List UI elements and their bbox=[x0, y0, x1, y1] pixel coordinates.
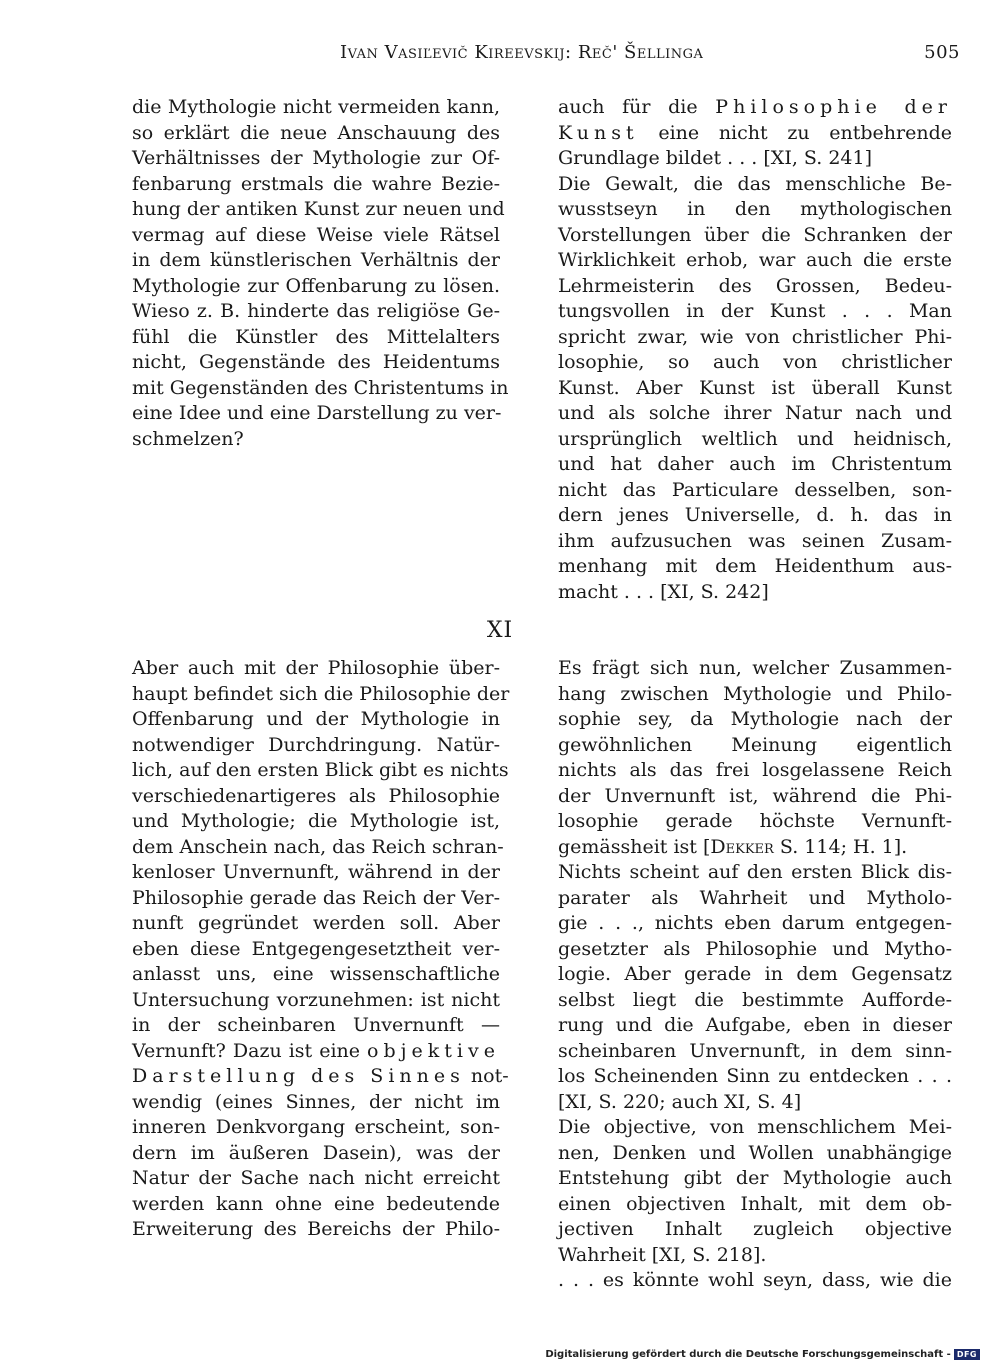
text-line: die Mythologie nicht vermeiden kann, bbox=[132, 96, 500, 118]
text-line: nicht das Particulare desselben, son- bbox=[558, 478, 952, 501]
text-line: dern im äußeren Dasein), was der bbox=[132, 1141, 500, 1164]
text-line bbox=[132, 1039, 500, 1065]
text-line: dern jenes Universelle, d. h. das in bbox=[558, 504, 952, 526]
text-line: Grundlage bildet . . . [XI, S. 241] bbox=[558, 147, 873, 169]
text-line: hang zwischen Mythologie und Philo- bbox=[558, 682, 952, 705]
text-line: in der scheinbaren Unvernunft — bbox=[132, 1014, 500, 1036]
text-line: wusstseyn in den mythologischen bbox=[558, 198, 952, 220]
left-column-bottom bbox=[132, 656, 510, 1243]
text-line: macht . . . [XI, S. 242] bbox=[558, 580, 769, 603]
text-line: nicht, Gegenstände des Heidentums bbox=[132, 351, 500, 373]
page-number: 505 bbox=[924, 42, 960, 63]
running-header bbox=[340, 42, 960, 72]
text-line: los Scheinenden Sinn zu entdecken . . . bbox=[558, 1065, 952, 1087]
text-line: ursprünglich weltlich und heidnisch, bbox=[558, 427, 952, 450]
text-line: und hat daher auch im Christentum bbox=[558, 453, 952, 475]
text-line bbox=[558, 121, 952, 147]
text-line: in dem künstlerischen Verhältnis der bbox=[132, 249, 500, 271]
text-line: Wieso z. B. hinderte das religiöse Ge- bbox=[132, 300, 500, 322]
text-line: selbst liegt die bestimmte Aufforde- bbox=[558, 988, 952, 1011]
text-run: gemässheit ist [ bbox=[558, 835, 711, 858]
text-line: gie . . ., nichts eben darum entgegen- bbox=[558, 912, 952, 934]
text-line: Vorstellungen über die Schranken der bbox=[558, 223, 952, 246]
text-line: nunft gegründet werden soll. Aber bbox=[132, 912, 500, 934]
text-line: fenbarung erstmals die wahre Bezie- bbox=[132, 172, 500, 195]
text-line: haupt befindet sich die Philosophie der bbox=[132, 682, 510, 705]
section-heading: XI bbox=[486, 618, 514, 643]
text-line: tungsvollen in der Kunst . . . Man bbox=[558, 300, 952, 322]
text-line: Verhältnisses der Mythologie zur Of- bbox=[132, 147, 500, 169]
text-line: rung und die Aufgabe, eben in dieser bbox=[558, 1014, 952, 1036]
text-line: [XI, S. 220; auch XI, S. 4] bbox=[558, 1090, 802, 1113]
text-line: gewöhnlichen Meinung eigentlich bbox=[558, 733, 952, 756]
right-column-top bbox=[558, 95, 952, 605]
text-line: dem Anschein nach, das Reich schran- bbox=[132, 835, 504, 858]
funding-footer bbox=[545, 1349, 980, 1360]
text-line: und als solche ihrer Natur nach und bbox=[558, 402, 952, 424]
text-line: Offenbarung und der Mythologie in bbox=[132, 708, 500, 730]
text-line: sophie sey, da Mythologie nach der bbox=[558, 708, 952, 730]
text-line: werden kann ohne eine bedeutende bbox=[132, 1192, 500, 1215]
text-line bbox=[558, 835, 952, 861]
text-run: Vernunft? Dazu ist eine bbox=[132, 1039, 368, 1062]
text-line: losophie gerade höchste Vernunft- bbox=[558, 810, 952, 832]
text-line: Untersuchung vorzunehmen: ist nicht bbox=[132, 988, 500, 1011]
text-line bbox=[558, 95, 952, 121]
footer-text: Digitalisierung gefördert durch die Deutsche Forschungsgemeinschaft - bbox=[545, 1349, 951, 1360]
spaced-text: Philosophie der bbox=[715, 96, 952, 118]
text-line: vermag auf diese Weise viele Rätsel bbox=[132, 223, 500, 246]
text-line: nen, Denken und Wollen unabhängige bbox=[558, 1141, 952, 1164]
text-run: eine nicht zu entbehrende bbox=[638, 121, 952, 144]
text-line: Es frägt sich nun, welcher Zusammen- bbox=[558, 657, 952, 679]
text-line: Nichts scheint auf den ersten Blick dis- bbox=[558, 861, 952, 883]
text-line: eben diese Entgegengesetztheit ver- bbox=[132, 937, 500, 960]
small-caps-text: Dekker bbox=[710, 835, 774, 858]
spaced-text: Darstellung des Sinnes bbox=[132, 1065, 465, 1087]
spaced-text: Kunst bbox=[558, 121, 639, 144]
text-line: menhang mit dem Heidenthum aus- bbox=[558, 555, 952, 577]
text-line: Die Gewalt, die das menschliche Be- bbox=[558, 172, 952, 195]
text-line: einen objectiven Inhalt, mit dem ob- bbox=[558, 1192, 952, 1215]
text-line: . . . es könnte wohl seyn, dass, wie die bbox=[558, 1269, 952, 1291]
text-run: auch für die bbox=[558, 96, 716, 118]
text-run: S. 114; H. 1]. bbox=[773, 835, 908, 858]
text-line: Die objective, von menschlichem Mei- bbox=[558, 1116, 952, 1138]
running-title: Ivan Vasiľevič Kireevskij: Reč' Šellinga bbox=[340, 42, 704, 63]
text-line: hung der antiken Kunst zur neuen und bbox=[132, 198, 505, 220]
dfg-logo: DFG bbox=[954, 1349, 980, 1360]
text-line: Kunst. Aber Kunst ist überall Kunst bbox=[558, 376, 952, 399]
text-line: kenloser Unvernunft, während in der bbox=[132, 861, 500, 883]
text-line: lich, auf den ersten Blick gibt es nichts bbox=[132, 759, 509, 781]
spaced-text: objektive bbox=[367, 1039, 500, 1062]
text-line: verschiedenartigeres als Philosophie bbox=[132, 784, 500, 807]
text-line: losophie, so auch von christlicher bbox=[558, 351, 952, 373]
text-line: anlasst uns, eine wissenschaftliche bbox=[132, 963, 500, 985]
right-column-bottom bbox=[558, 656, 952, 1294]
text-line: Mythologie zur Offenbarung zu lösen. bbox=[132, 274, 500, 297]
text-line: mit Gegenständen des Christentums in bbox=[132, 376, 509, 399]
text-line: scheinbaren Unvernunft, in dem sinn- bbox=[558, 1039, 952, 1062]
text-line: jectiven Inhalt zugleich objective bbox=[558, 1218, 952, 1240]
text-run: not- bbox=[464, 1065, 509, 1087]
text-line: Wahrheit [XI, S. 218]. bbox=[558, 1243, 767, 1266]
text-line: inneren Denkvorgang erscheint, son- bbox=[132, 1116, 500, 1138]
text-line: gesetzter als Philosophie und Mytho- bbox=[558, 937, 952, 960]
text-line: nichts als das frei losgelassene Reich bbox=[558, 759, 952, 781]
left-column-top bbox=[132, 95, 509, 452]
text-line: Erweiterung des Bereichs der Philo- bbox=[132, 1218, 500, 1240]
text-line: schmelzen? bbox=[132, 427, 244, 450]
text-line: so erklärt die neue Anschauung des bbox=[132, 121, 500, 144]
text-line: ihm aufzusuchen was seinen Zusam- bbox=[558, 529, 952, 552]
text-line: Aber auch mit der Philosophie über- bbox=[132, 657, 500, 679]
text-line: spricht zwar, wie von christlicher Phi- bbox=[558, 325, 952, 348]
text-line: der Unvernunft ist, während die Phi- bbox=[558, 784, 952, 807]
text-line bbox=[132, 1064, 509, 1090]
text-line: Natur der Sache nach nicht erreicht bbox=[132, 1167, 500, 1189]
text-line: fühl die Künstler des Mittelalters bbox=[132, 325, 500, 348]
text-line: und Mythologie; die Mythologie ist, bbox=[132, 810, 500, 832]
text-line: Philosophie gerade das Reich der Ver- bbox=[132, 886, 500, 909]
text-line: Wirklichkeit erhob, war auch die erste bbox=[558, 249, 952, 271]
text-line: eine Idee und eine Darstellung zu ver- bbox=[132, 402, 502, 424]
text-line: Entstehung gibt der Mythologie auch bbox=[558, 1167, 952, 1189]
text-line: logie. Aber gerade in dem Gegensatz bbox=[558, 963, 952, 985]
text-line: Lehrmeisterin des Grossen, Bedeu- bbox=[558, 274, 952, 297]
text-line: notwendiger Durchdringung. Natür- bbox=[132, 733, 500, 756]
text-line: wendig (eines Sinnes, der nicht im bbox=[132, 1090, 500, 1113]
text-line: parater als Wahrheit und Mytholo- bbox=[558, 886, 952, 909]
